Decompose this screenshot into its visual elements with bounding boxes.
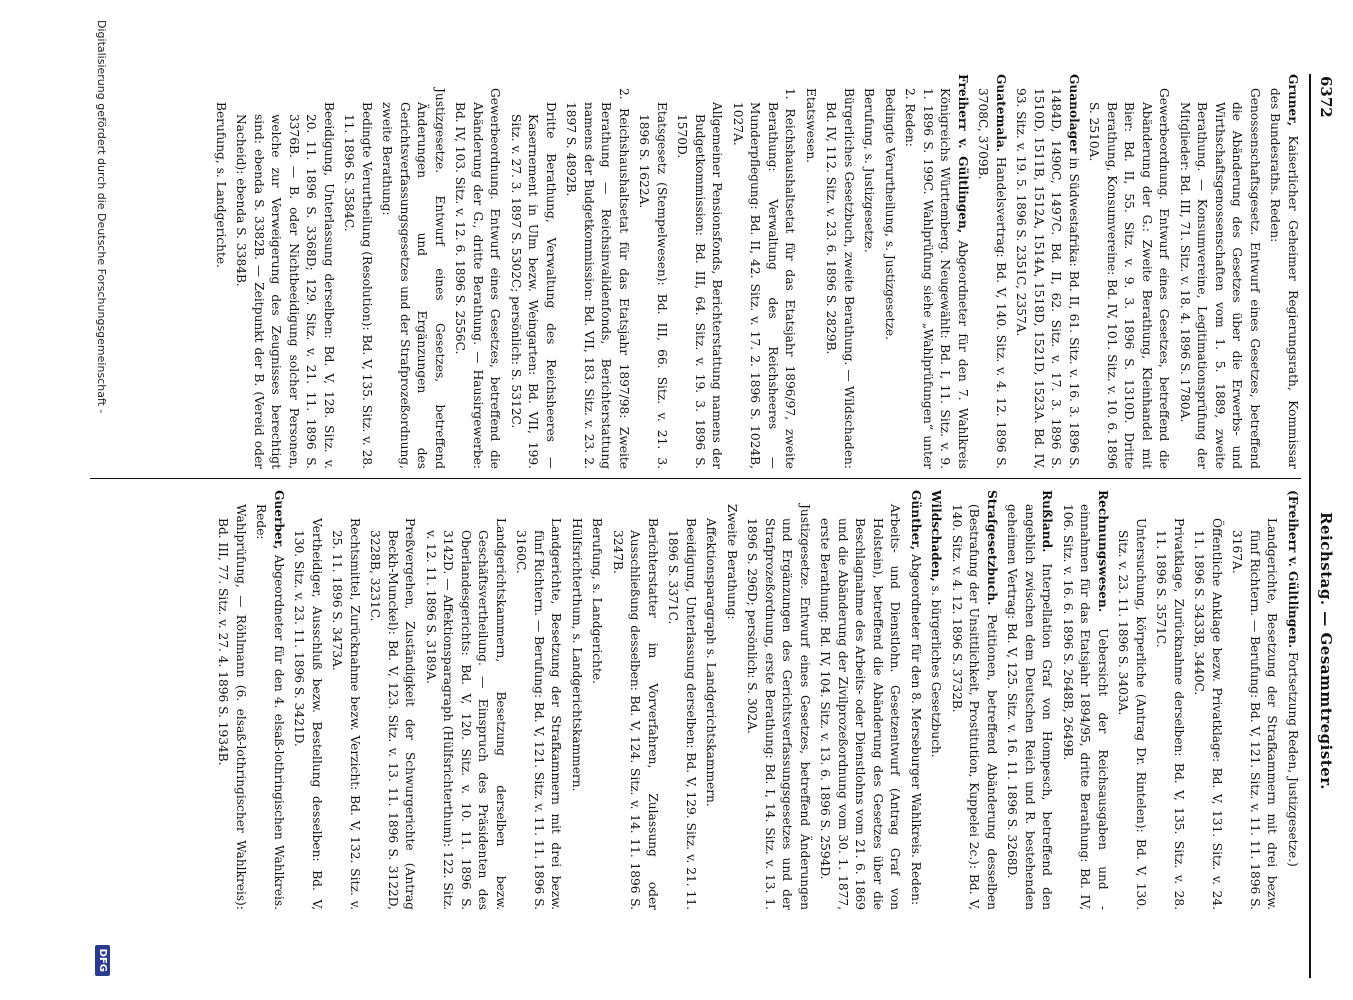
- entry-text: Bürgerliches Gesetzbuch, zweite Berathung. — Wildschaden: Bd. IV, 112. Sitz. v. 23. 6. 1896 S. 2829B.: [824, 88, 856, 469]
- entry-headword: (Freiherr v. Gültlingen.: [1286, 490, 1300, 649]
- register-entry: [609, 490, 662, 910]
- entry-text: Allgemeiner Pensionsfonds, Berichterstattung namens der Budgetkommission: Bd. III, 64. Sitz. v. 19. 3. 1896 S. 1570D.: [675, 102, 725, 469]
- entry-headword: Strafgesetzbuch.: [985, 490, 999, 606]
- entry-text: 1. Reichshaushaltsetat für das Etatsjahr 1896/97, zweite Berathung: Verwaltung des Reichsheeres — Munderpflegung: Bd. II, 42. Sitz. v. 17. 2. 1896 S. 1024B, 1027A.: [731, 88, 798, 469]
- register-entry: [588, 490, 606, 910]
- register-entry: [562, 74, 632, 469]
- register-entry: [1190, 490, 1225, 910]
- entry-text: Affektionsparagraph s. Landgerichtskammern.: [704, 518, 719, 807]
- entry-text: Landgerichte, Besetzung der Strafkammern mit drei bezw. fünf Richtern. — Berufung: Bd. V, 121. Sitz. v. 11. 11. 1896 S. 3160C.: [514, 518, 564, 910]
- register-entry: [881, 74, 899, 469]
- register-entry: [1003, 490, 1056, 910]
- entry-text: Berufung, s. Landgerichte.: [214, 102, 228, 269]
- entry-text: Landgerichte, Besetzung der Strafkammern mit drei bezw. fünf Richtern. — Berufung: Bd. V, 121. Sitz. v. 11. 11. 1896 S. 3167A.: [1230, 518, 1280, 910]
- page-content: [90, 14, 1339, 978]
- register-entry: [1284, 490, 1302, 910]
- register-entry: [816, 490, 904, 910]
- header-rule: [1309, 74, 1311, 978]
- entry-text: Justizgesetze. Entwurf eines Gesetzes, betreffend Änderungen und Ergänzungen des Gerichtsverfassungsgesetzes und der Strafprozeßordnung, zweite Berathung:: [380, 88, 447, 469]
- entry-text: Etatswesen.: [804, 88, 818, 164]
- entry-text: Bedingte Verurtheilung, s. Justizgesetze.: [883, 88, 897, 340]
- entry-text: Handelsvertrag: Bd. V, 140. Sitz. v. 4. 12. 1896 S. 3708C, 3709B.: [976, 88, 1008, 469]
- register-entry: [1085, 74, 1173, 469]
- entry-text: Hülfsrichterthum, s. Landgerichtskammern.: [570, 518, 584, 792]
- register-entry: [948, 490, 1001, 910]
- register-entry: [729, 74, 799, 469]
- register-entry: [214, 490, 249, 910]
- register-entry: [507, 74, 560, 469]
- register-entry: [1266, 74, 1301, 469]
- entry-text: Preßvergehen, Zuständigkeit der Schwurgerichte (Antrag Beckh-Munckel): Bd. V, 123. Sitz. v. 13. 11. 1896 S. 3122D, 3228B, 3231C.: [368, 518, 418, 910]
- dfg-logo: DFG: [95, 945, 110, 976]
- register-entry: [723, 490, 741, 910]
- register-entry: [328, 490, 363, 910]
- entry-text: Wahlprüfung, — Röhlmann (6. elsaß-lothringischer Wahlkreis): Bd. III, 77. Sitz. v. 27. 4. 1896 S. 1934B.: [216, 504, 248, 910]
- entry-text: Kaiserlicher Geheimer Regierungsrath, Kommissar des Bundesraths. Reden:: [1268, 88, 1300, 469]
- entry-text: Uebersicht der Reichsausgaben und -einnahmen für das Etatsjahr 1894/95, dritte Berathung: Bd. IV, 106. Sitz. v. 16. 6. 1896 S. 2648B, 2649B.: [1061, 504, 1110, 910]
- entry-text: Zweite Berathung:: [725, 504, 739, 620]
- entry-text: Gewerbeordnung. Entwurf eines Gesetzes, betreffend die Abänderung der G., dritte Berathung. — Hausirgewerbe: Bd. IV, 103. Sitz. v. 12. 6. 1896 S. 2556C.: [453, 88, 503, 469]
- register-entry: [673, 74, 726, 469]
- entry-headword: Freiherr v. Gültlingen,: [956, 74, 970, 234]
- running-title: Reichstag. — Gesammtregister.: [1317, 512, 1335, 790]
- entry-headword: Rechnungswesen.: [1096, 490, 1110, 613]
- right-column: [90, 490, 1301, 910]
- entry-text: Berufung, s. Landgerichte.: [590, 518, 605, 685]
- entry-text: Abgeordneter für den 7. Wahlkreis Königreichs Württemberg. Neugewählt: Bd. I, 11. Sitz. v. 9. 1. 1896 S. 199C. Wahlprüfung siehe „Wahlprüfungen“ unter 2. Reden:: [903, 88, 970, 469]
- entry-text: Berufung, s. Justizgesetze.: [862, 88, 877, 253]
- register-entry: [901, 74, 971, 469]
- entry-text: Beeidigung, Unterlassung derselben: Bd. V, 128. Sitz. v. 20. 11. 1896 S. 3368D; 129. Sitz. v. 21. 11. 1896 S. 3376B. — B. oder Nichtbeeidigung solcher Personen, welche zur Verweigerung des Zeugnisses berechtigt sind: ebenda S. 3382B. — Zeitpunkt der B. (Vereid oder Nacheid): ebenda S. 3384B.: [234, 102, 336, 469]
- register-entry: [340, 74, 375, 469]
- register-entry: [1012, 74, 1082, 469]
- digitization-footer: [90, 14, 112, 978]
- entry-text: Etatsgesetz (Stempelwesen): Bd. III, 66. Sitz. v. 21. 3. 1896 S. 1622A.: [637, 102, 669, 469]
- entry-text: 2. Reichshaushaltsetat für das Etatsjahr 1897/98: Zweite Berathung — Reichsinvalidenfonds, Berichterstattung namens der Budgetkommission: Bd. VII, 183. Sitz. v. 23. 2. 1897 S. 4892B.: [564, 88, 631, 469]
- entry-text: Vertheidiger, Ausschluß bezw. Bestellung desselben: Bd. V, 130. Sitz. v. 23. 11. 1896 S. 3421D.: [292, 518, 324, 910]
- register-entry: [366, 490, 419, 910]
- entry-headword: Günther,: [909, 490, 923, 551]
- entry-text: Justizgesetze. Entwurf eines Gesetzes, betreffend Änderungen und Ergänzungen des Gerichtsverfassungsgesetzes und der Strafprozeßordnung, erste Berathung: Bd. I, 14. Sitz. v. 13. 1. 1896 S. 296D; persönlich: S. 302A.: [745, 504, 812, 910]
- register-entry: [378, 74, 448, 469]
- entry-text: Arbeits- und Dienstlohn. Gesetzentwurf (Antrag Graf von Holstein), betreffend die Abänderung des Gesetzes über die Beschlagnahme des Arbeits- oder Dienstlohns vom 21. 6. 1869 und die Abänderung der Zivilprozeßordnung vom 30. 1. 1877, erste Berathung: Bd. IV, 104. Sitz. v. 13. 6. 1896 S. 2594D.: [818, 504, 903, 910]
- entry-text: Dritte Berathung, Verwaltung des Reichsheeres — Kasernement in Ulm bezw. Weingarten: Bd. VII, 199. Sitz. v. 27. 3. 1897 S. 5302C; persönlich: S. 5312C.: [509, 102, 558, 469]
- entry-text: Bedingte Verurtheilung (Resolution): Bd. V, 135. Sitz. v. 28. 11. 1896 S. 3584C.: [342, 102, 374, 469]
- entry-headword: Gruner,: [1286, 74, 1300, 127]
- entry-headword: Wildschaden,: [929, 490, 944, 582]
- entry-text: Beeidigung, Unterlassung derselben: Bd. V, 129. Sitz. v. 21. 11. 1896 S. 3371C.: [666, 518, 698, 910]
- register-entry: [232, 74, 337, 469]
- entry-text: Gewerbeordnung. Entwurf eines Gesetzes, betreffend die Abänderung der G.: Zweite Berathung, Kleinhandel mit Bier: Bd. II, 55. Sitz. v. 9. 3. 1896 S. 1310D. Dritte Berathung, Konsumvereine: Bd. IV, 101. Sitz. v. 10. 6. 1896 S. 2510A.: [1087, 88, 1172, 469]
- entry-text: Berichterstatter im Vorverfahren, Zulassung oder Ausschließung desselben: Bd. V, 124. Sitz. v. 14. 11. 1896 S. 3247B.: [611, 518, 660, 910]
- entry-text: Genossenschaftsgesetz. Entwurf eines Gesetzes, betreffend die Abänderung des Gesetzes über die Erwerbs- und Wirthschaftsgenossenschaften vom 1. 5. 1889, zweite Berathung. — Konsumvereine, Legitimationsprüfung der Mitglieder: Bd. III, 71. Sitz. v. 18. 4. 1896 S. 1780A.: [1178, 88, 1262, 469]
- register-entry: [212, 74, 230, 469]
- column-divider: [90, 478, 1301, 479]
- entry-headword: Guerber,: [272, 490, 286, 550]
- register-entry: [568, 490, 586, 910]
- digitization-note: Digitalisierung gefördert durch die Deutsche Forschungsgemeinschaft -: [95, 20, 108, 414]
- register-entry: [1114, 490, 1149, 910]
- entry-text: Landgerichtskammern, Besetzung derselben bezw. Geschäftsvertheilung. — Einspruch des Präsidenten des Oberlandesgerichts: Bd. V, 120. Sitz. v. 10. 11. 1896 S. 3142D. — Affektionsparagraph (Hülfsrichterthum): 122. Sitz. v. 12. 11. 1896 S. 3189A.: [424, 518, 508, 910]
- left-column: [90, 74, 1301, 469]
- register-entry: [974, 74, 1009, 469]
- register-entry: [907, 490, 925, 910]
- register-entry: [290, 490, 325, 910]
- entry-headword: Rußland.: [1040, 490, 1055, 553]
- entry-text: Rechtsmittel, Zurücknahme bezw. Verzicht: Bd. V, 132. Sitz. v. 25. 11. 1896 S. 3473A.: [330, 518, 362, 910]
- entry-text: Öffentliche Anklage bezw. Privatklage: Bd. V, 131. Sitz. v. 24. 11. 1896 S. 3433B, 3440C.: [1192, 518, 1224, 910]
- entry-text: Abgeordneter für den 4. elsaß-lothringischen Wahlkreis. Rede:: [254, 504, 286, 910]
- register-entry: [802, 74, 820, 469]
- register-entry: [860, 74, 878, 469]
- register-entry: [451, 74, 504, 469]
- register-entry: [822, 74, 857, 469]
- register-entry: [512, 490, 565, 910]
- register-entry: [702, 490, 720, 910]
- register-entry: [1228, 490, 1281, 910]
- page-number: 6372: [1317, 76, 1335, 118]
- register-entry: [1059, 490, 1112, 910]
- register-entry: [743, 490, 813, 910]
- entry-text: Untersuchung, körperliche (Antrag Dr. Rintelen): Bd. V, 130. Sitz. v. 23. 11. 1896 S. 3403A.: [1116, 518, 1148, 910]
- entry-text: Fortsetzung Reden, Justizgesetze.): [1286, 648, 1300, 867]
- entry-text: s. bürgerliches Gesetzbuch.: [929, 581, 944, 758]
- register-entry: [664, 490, 699, 910]
- register-entry: [635, 74, 670, 469]
- register-entry: [1176, 74, 1264, 469]
- entry-text: Petitionen, betreffend Abänderung desselben (Bestrafung der Unsittlichkeit, Prostitution, Kuppelei 2c.): Bd. V, 140. Sitz. v. 4. 12. 1896 S. 3732B.: [950, 504, 999, 910]
- entry-headword: Guanolager: [1067, 74, 1081, 154]
- register-entry: [927, 490, 945, 910]
- running-head: [1311, 14, 1339, 978]
- register-entry: [1152, 490, 1187, 910]
- entry-headword: Guatemala.: [994, 74, 1008, 153]
- entry-text: Interpellation Graf von Hompesch, betreffend den angeblich zwischen dem Deutschen Reich und R. bestehenden geheimen Vertrag: Bd. V, 125. Sitz. v. 16. 11. 1896 S. 3268D.: [1005, 504, 1055, 910]
- entry-text: Abgeordneter für den 8. Merseburger Wahlkreis. Reden:: [909, 550, 923, 906]
- register-entry: [422, 490, 510, 910]
- entry-text: Privatklage, Zurücknahme derselben: Bd. V, 135. Sitz. v. 28. 11. 1896 S. 3571C.: [1154, 518, 1186, 910]
- register-entry: [252, 490, 287, 910]
- entry-text: in Südwestafrika: Bd. II, 61. Sitz. v. 16. 3. 1896 S. 1484D, 1490C, 1497C. Bd. II, 62. Sitz. v. 17. 3. 1896 S. 1510D, 1511B, 1512A, 1514A, 1518D, 1521D, 1523A. Bd. IV, 93. Sitz. v. 19. 5. 1896 S. 2351C, 2357A.: [1014, 88, 1081, 469]
